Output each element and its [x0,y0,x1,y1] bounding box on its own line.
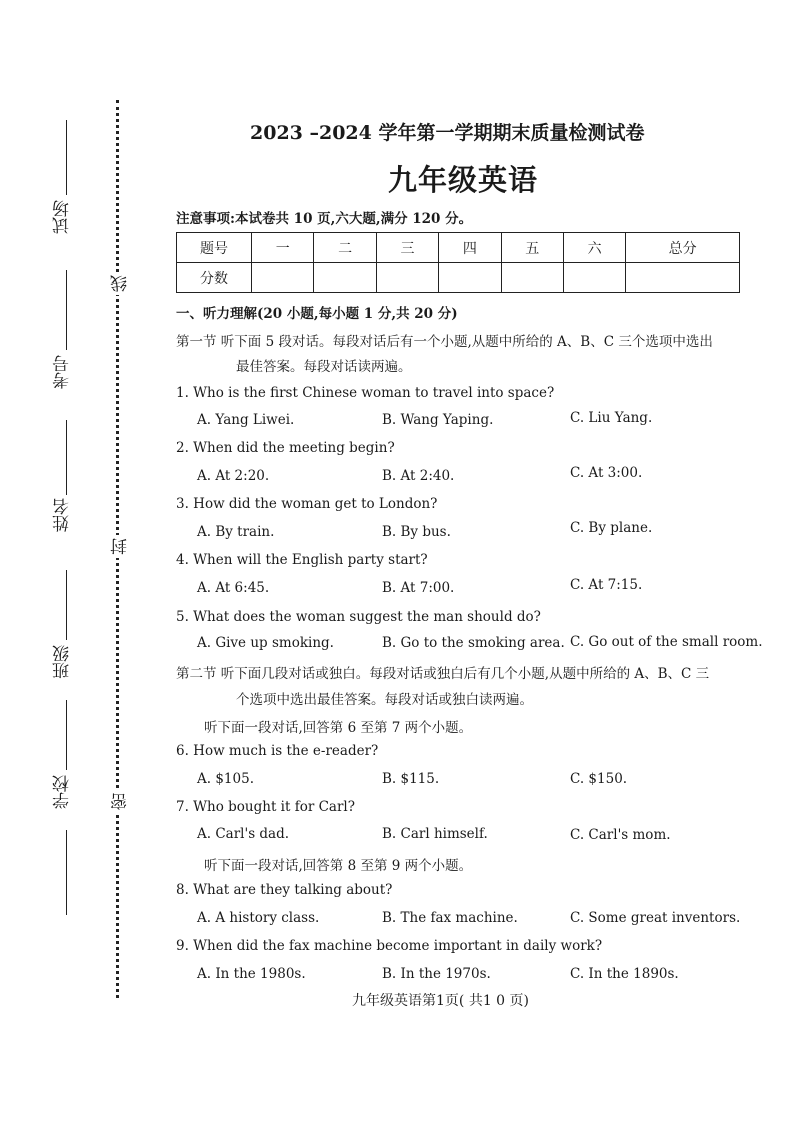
question-stem: 5. What does the woman suggest the man should do? [176,609,541,625]
field-label-exam-room: 试场 [53,200,73,234]
question-stem: 1. Who is the first Chinese woman to travel into space? [176,385,555,401]
score-cell [626,263,740,293]
option-a: A. At 2:20. [197,468,270,484]
score-table-header-row [177,233,740,263]
blank-line [66,120,67,195]
score-table-row-label: 题号 [177,233,252,263]
option-b: B. At 2:40. [382,468,455,484]
field-label-exam-number: 考号 [53,355,73,389]
option-a: A. In the 1980s. [197,966,306,982]
question-stem: 9. When did the fax machine become important in daily work? [176,938,603,954]
question-stem: 7. Who bought it for Carl? [176,799,355,815]
score-table [176,232,740,293]
score-table-col: 三 [376,233,438,263]
option-a: A. By train. [197,524,275,540]
exam-title: 2023 –2024 学年第一学期期末质量检测试卷 [250,122,645,144]
exam-subject: 九年级英语 [388,163,539,197]
section-heading: 一、听力理解(20 小题,每小题 1 分,共 20 分) [176,306,458,322]
field-label-school: 学校 [53,775,73,809]
blank-line [66,570,67,640]
option-b: B. $115. [382,771,440,787]
field-label-name: 姓名 [53,498,73,532]
part-instruction: 最佳答案。每段对话读两遍。 [236,359,412,375]
question-stem: 6. How much is the e-reader? [176,743,379,759]
dialog-note: 听下面一段对话,回答第 8 至第 9 两个小题。 [204,858,473,874]
question-stem: 3. How did the woman get to London? [176,496,438,512]
option-c: C. At 3:00. [570,465,643,481]
seal-char-seal: 封 [108,535,133,558]
part-instruction: 个选项中选出最佳答案。每段对话或独白读两遍。 [236,692,533,708]
option-c: C. Some great inventors. [570,910,741,926]
part-instruction: 第二节 听下面几段对话或独白。每段对话或独白后有几个小题,从题中所给的 A、B、C 三 [176,666,710,682]
score-table-row-label: 分数 [177,263,252,293]
option-b: B. Carl himself. [382,826,488,842]
option-c: C. Go out of the small room. [570,634,763,650]
option-c: C. In the 1890s. [570,966,679,982]
dialog-note: 听下面一段对话,回答第 6 至第 7 两个小题。 [204,720,473,736]
page-footer: 九年级英语第1页( 共1 0 页) [352,993,529,1009]
part-instruction: 第一节 听下面 5 段对话。每段对话后有一个小题,从题中所给的 A、B、C 三个选项中选出 [176,334,713,350]
question-stem: 8. What are they talking about? [176,882,393,898]
option-b: B. By bus. [382,524,451,540]
score-cell [376,263,438,293]
seal-char-line: 线 [108,272,133,295]
score-table-col: 六 [563,233,625,263]
blank-line [66,830,67,915]
score-table-col: 四 [439,233,501,263]
score-cell [439,263,501,293]
blank-line [66,270,67,350]
option-a: A. Yang Liwei. [197,412,295,428]
score-table-col: 总分 [626,233,740,263]
option-b: B. In the 1970s. [382,966,491,982]
blank-line [66,700,67,770]
exam-notice: 注意事项:本试卷共 10 页,六大题,满分 120 分。 [176,211,473,227]
score-table-score-row [177,263,740,293]
option-a: A. $105. [197,771,254,787]
option-c: C. By plane. [570,520,653,536]
blank-line [66,420,67,495]
score-table-col: 五 [501,233,563,263]
score-cell [252,263,314,293]
question-stem: 2. When did the meeting begin? [176,440,395,456]
option-b: B. The fax machine. [382,910,518,926]
option-c: C. Carl's mom. [570,827,671,843]
option-b: B. Go to the smoking area. [382,635,565,651]
seal-char-secret: 密 [108,790,133,813]
score-cell [563,263,625,293]
option-a: A. At 6:45. [197,580,270,596]
option-a: A. Give up smoking. [197,635,334,651]
option-b: B. At 7:00. [382,580,455,596]
score-table-col: 二 [314,233,376,263]
option-a: A. Carl's dad. [197,826,290,842]
option-b: B. Wang Yaping. [382,412,494,428]
question-stem: 4. When will the English party start? [176,552,428,568]
score-cell [501,263,563,293]
option-c: C. Liu Yang. [570,410,653,426]
option-c: C. $150. [570,771,628,787]
option-c: C. At 7:15. [570,577,643,593]
score-cell [314,263,376,293]
field-label-class: 班级 [53,645,73,679]
score-table-col: 一 [252,233,314,263]
option-a: A. A history class. [197,910,320,926]
